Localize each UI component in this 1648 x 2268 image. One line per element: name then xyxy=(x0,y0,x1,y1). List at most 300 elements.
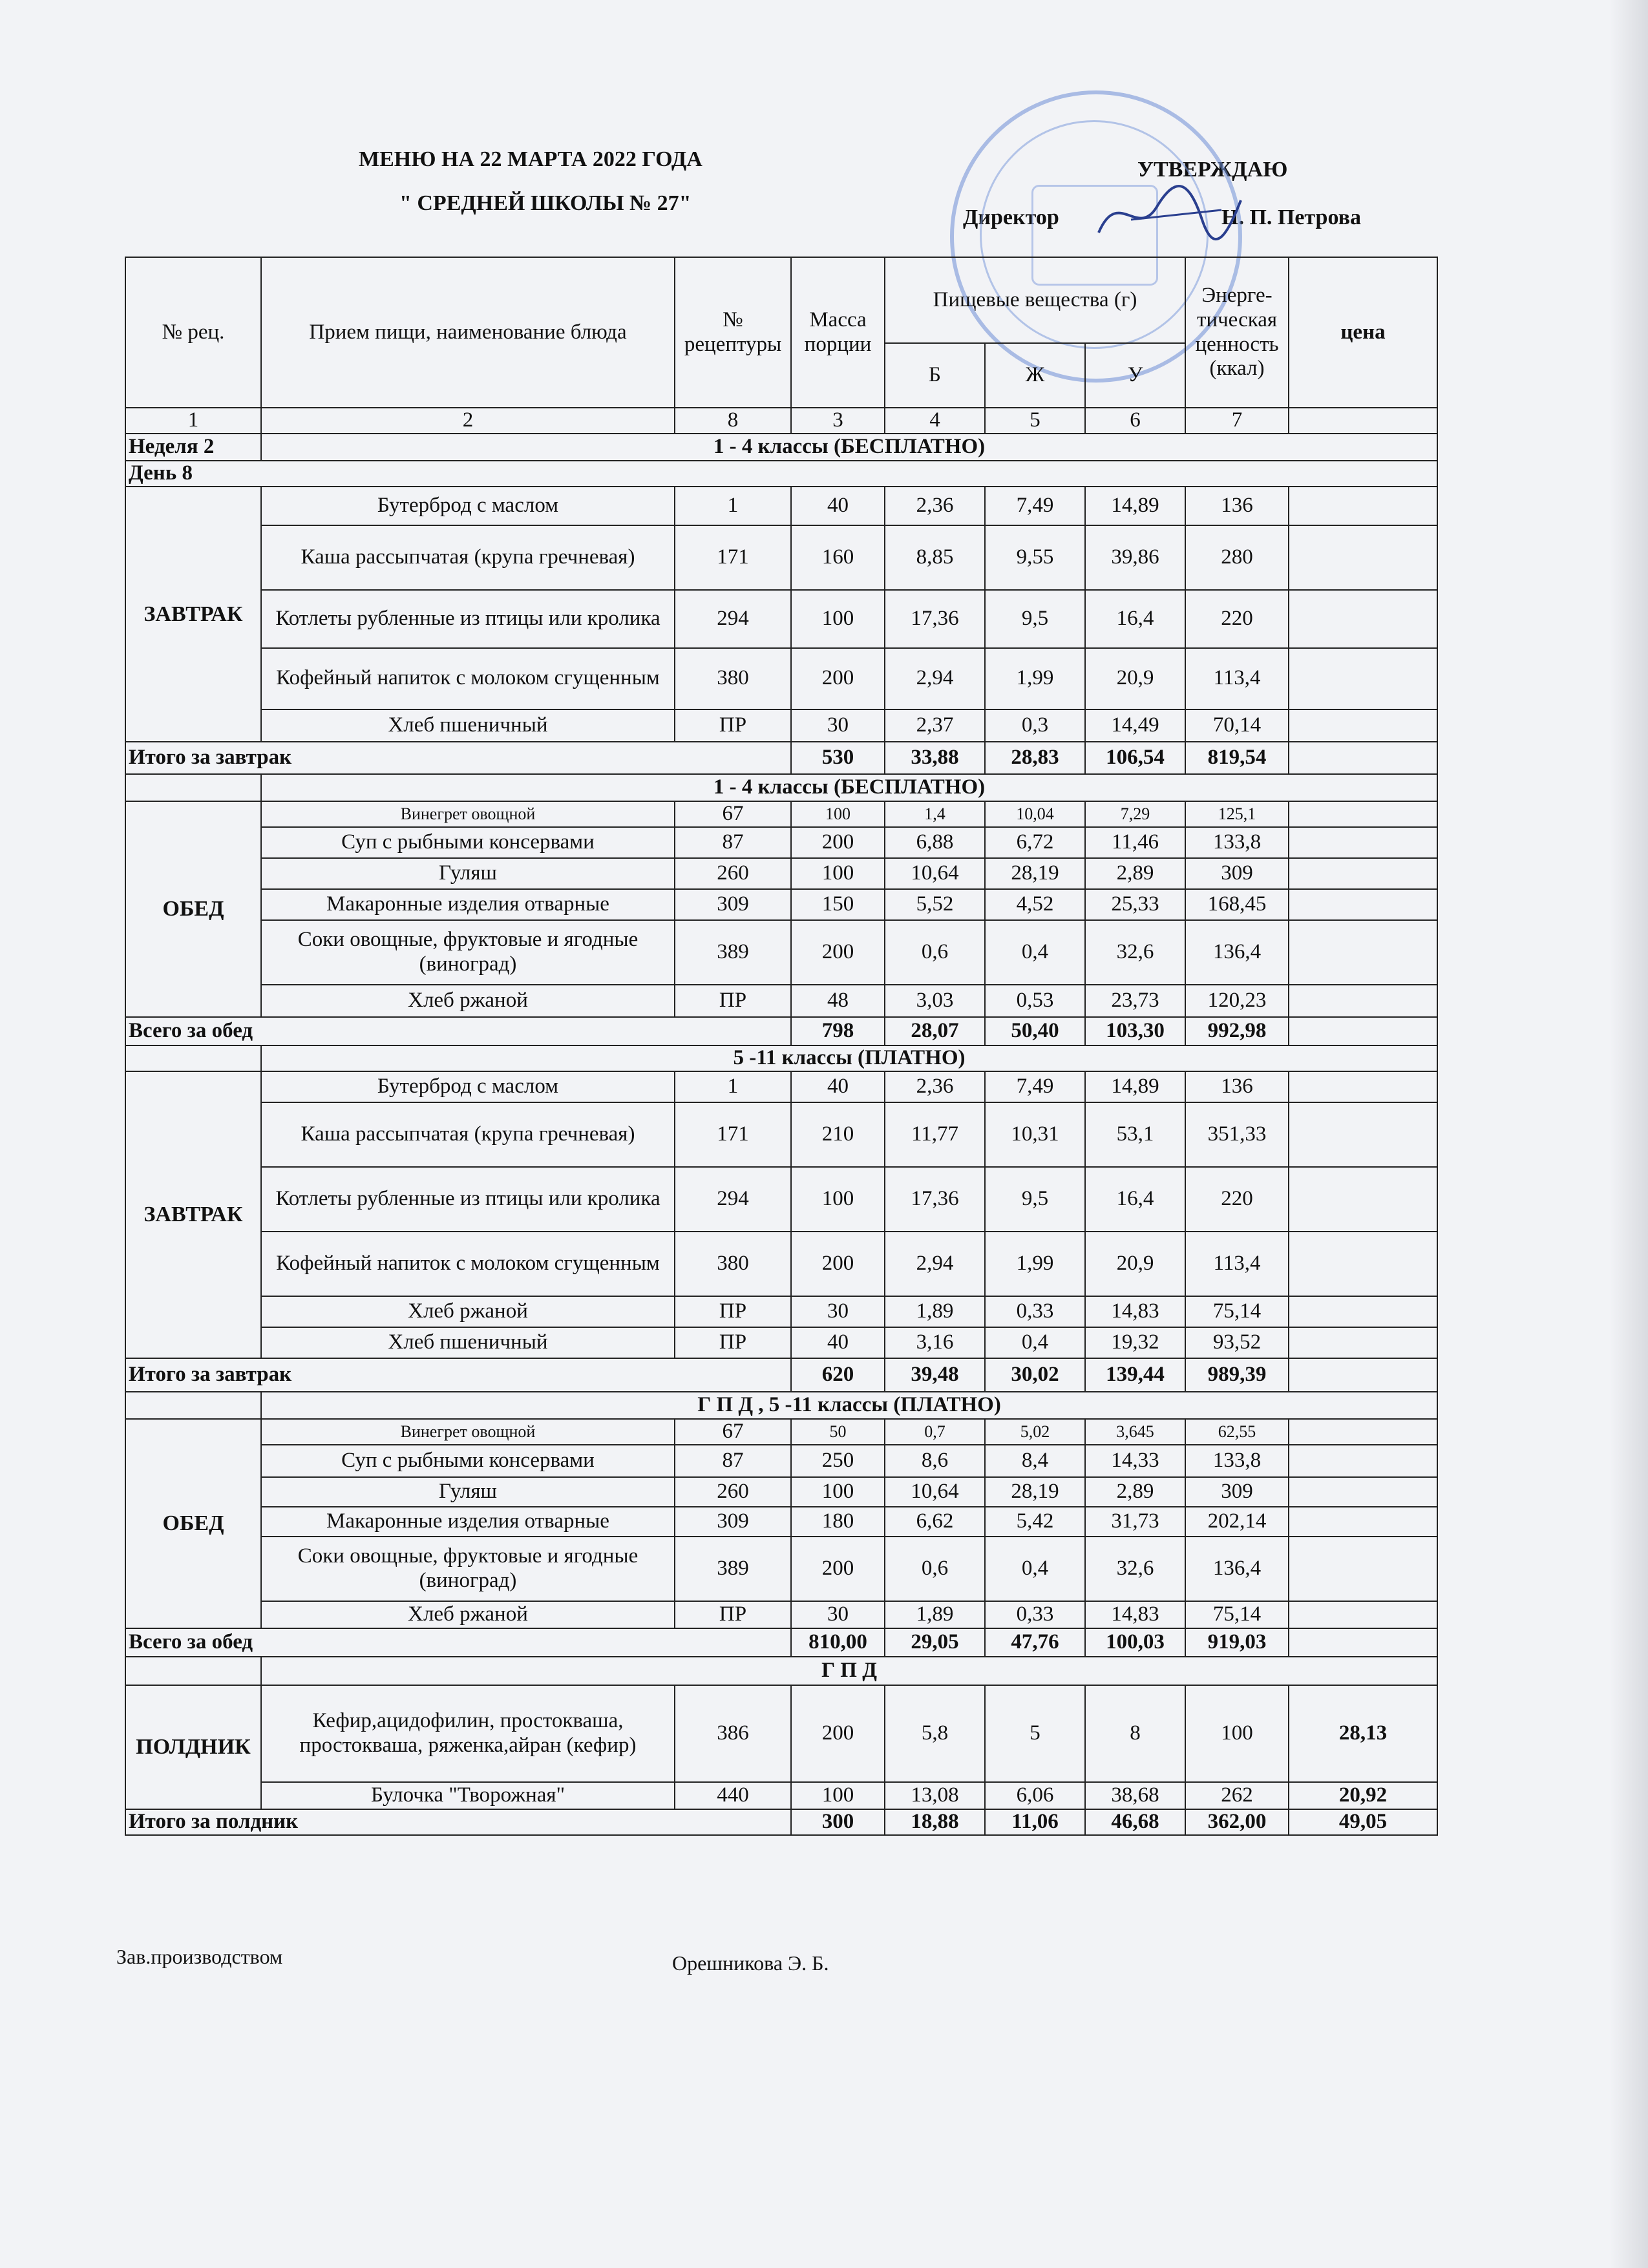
carbs: 16,4 xyxy=(1085,590,1185,648)
price xyxy=(1289,487,1437,525)
total-protein: 28,07 xyxy=(885,1017,985,1045)
fat: 4,52 xyxy=(985,889,1085,920)
protein: 2,36 xyxy=(885,487,985,525)
price xyxy=(1289,648,1437,709)
total-protein: 39,48 xyxy=(885,1358,985,1392)
dish-name: Хлеб ржаной xyxy=(261,985,675,1017)
total-fat: 11,06 xyxy=(985,1809,1085,1835)
mass: 200 xyxy=(791,648,885,709)
col-num: 7 xyxy=(1185,408,1289,434)
recipe-no: 1 xyxy=(675,487,791,525)
table-row xyxy=(125,1071,1437,1102)
dish-name: Гуляш xyxy=(261,858,675,889)
section-title: 5 -11 классы (ПЛАТНО) xyxy=(261,1045,1437,1071)
fat: 28,19 xyxy=(985,1477,1085,1507)
total-protein: 33,88 xyxy=(885,742,985,774)
total-row xyxy=(125,742,1437,774)
page-edge-shadow xyxy=(1609,0,1648,2268)
dish-name: Винегрет овощной xyxy=(261,801,675,827)
dish-name: Суп с рыбными консервами xyxy=(261,1445,675,1477)
dish-name: Хлеб пшеничный xyxy=(261,1327,675,1358)
fat: 0,4 xyxy=(985,1327,1085,1358)
section-title: Г П Д , 5 -11 классы (ПЛАТНО) xyxy=(261,1392,1437,1419)
total-price xyxy=(1289,1017,1437,1045)
carbs: 14,89 xyxy=(1085,1071,1185,1102)
fat: 28,19 xyxy=(985,858,1085,889)
mass: 40 xyxy=(791,487,885,525)
protein: 5,8 xyxy=(885,1685,985,1782)
dish-name: Кефир,ацидофилин, простокваша, простокваша, ряженка,айран (кефир) xyxy=(261,1685,675,1782)
section-title: Г П Д xyxy=(261,1657,1437,1685)
protein: 6,88 xyxy=(885,827,985,858)
spacer-cell xyxy=(125,1392,261,1419)
total-label: Итого за завтрак xyxy=(125,742,791,774)
recipe-no: 67 xyxy=(675,801,791,827)
dish-name: Хлеб ржаной xyxy=(261,1296,675,1327)
price xyxy=(1289,985,1437,1017)
header-price: цена xyxy=(1289,257,1437,408)
carbs: 53,1 xyxy=(1085,1102,1185,1167)
mass: 160 xyxy=(791,525,885,590)
carbs: 11,46 xyxy=(1085,827,1185,858)
fat: 5,42 xyxy=(985,1507,1085,1537)
mass: 200 xyxy=(791,920,885,985)
fat: 6,06 xyxy=(985,1782,1085,1809)
meal-label: ОБЕД xyxy=(125,801,261,1017)
total-fat: 28,83 xyxy=(985,742,1085,774)
fat: 5,02 xyxy=(985,1419,1085,1445)
week-label: Неделя 2 xyxy=(125,434,261,461)
approve-label: УТВЕРЖДАЮ xyxy=(1137,158,1288,182)
carbs: 31,73 xyxy=(1085,1507,1185,1537)
footer-role: Зав.производством xyxy=(116,1945,283,1968)
fat: 0,4 xyxy=(985,1537,1085,1601)
mass: 100 xyxy=(791,590,885,648)
col-num: 1 xyxy=(125,408,261,434)
recipe-no: 87 xyxy=(675,1445,791,1477)
kcal: 93,52 xyxy=(1185,1327,1289,1358)
carbs: 2,89 xyxy=(1085,1477,1185,1507)
table-row xyxy=(125,1601,1437,1628)
mass: 200 xyxy=(791,827,885,858)
kcal: 113,4 xyxy=(1185,648,1289,709)
col-num: 3 xyxy=(791,408,885,434)
section-title: 1 - 4 классы (БЕСПЛАТНО) xyxy=(261,434,1437,461)
dish-name: Гуляш xyxy=(261,1477,675,1507)
menu-table xyxy=(125,257,1438,1836)
recipe-no: 440 xyxy=(675,1782,791,1809)
table-row xyxy=(125,1685,1437,1782)
meal-label: ПОЛДНИК xyxy=(125,1685,261,1809)
fat: 0,33 xyxy=(985,1601,1085,1628)
dish-name: Каша рассыпчатая (крупа гречневая) xyxy=(261,525,675,590)
recipe-no: 386 xyxy=(675,1685,791,1782)
fat: 9,5 xyxy=(985,1167,1085,1232)
recipe-no: 171 xyxy=(675,525,791,590)
total-label: Всего за обед xyxy=(125,1017,791,1045)
spacer-cell xyxy=(125,774,261,801)
col-num: 4 xyxy=(885,408,985,434)
header-energy: Энерге-тическая ценность (ккал) xyxy=(1185,257,1289,408)
kcal: 100 xyxy=(1185,1685,1289,1782)
protein: 0,6 xyxy=(885,920,985,985)
table-row xyxy=(125,985,1437,1017)
kcal: 75,14 xyxy=(1185,1601,1289,1628)
table-row xyxy=(125,648,1437,709)
mass: 48 xyxy=(791,985,885,1017)
kcal: 351,33 xyxy=(1185,1102,1289,1167)
mass: 40 xyxy=(791,1327,885,1358)
dish-name: Соки овощные, фруктовые и ягодные (виноград) xyxy=(261,1537,675,1601)
header-dish: Прием пищи, наименование блюда xyxy=(261,257,675,408)
recipe-no: ПР xyxy=(675,1296,791,1327)
kcal: 133,8 xyxy=(1185,1445,1289,1477)
footer-name: Орешникова Э. Б. xyxy=(672,1951,829,1975)
carbs: 39,86 xyxy=(1085,525,1185,590)
carbs: 25,33 xyxy=(1085,889,1185,920)
protein: 17,36 xyxy=(885,1167,985,1232)
price xyxy=(1289,920,1437,985)
dish-name: Хлеб ржаной xyxy=(261,1601,675,1628)
price xyxy=(1289,1167,1437,1232)
carbs: 19,32 xyxy=(1085,1327,1185,1358)
fat: 7,49 xyxy=(985,487,1085,525)
fat: 5 xyxy=(985,1685,1085,1782)
protein: 10,64 xyxy=(885,1477,985,1507)
table-row xyxy=(125,590,1437,648)
mass: 40 xyxy=(791,1071,885,1102)
carbs: 32,6 xyxy=(1085,920,1185,985)
meal-label: ЗАВТРАК xyxy=(125,1071,261,1358)
mass: 50 xyxy=(791,1419,885,1445)
header-mass: Масса порции xyxy=(791,257,885,408)
kcal: 309 xyxy=(1185,858,1289,889)
fat: 1,99 xyxy=(985,648,1085,709)
recipe-no: 87 xyxy=(675,827,791,858)
carbs: 38,68 xyxy=(1085,1782,1185,1809)
fat: 0,4 xyxy=(985,920,1085,985)
table-row xyxy=(125,827,1437,858)
total-kcal: 989,39 xyxy=(1185,1358,1289,1392)
carbs: 14,49 xyxy=(1085,709,1185,742)
table-row xyxy=(125,487,1437,525)
recipe-no: 67 xyxy=(675,1419,791,1445)
price: 28,13 xyxy=(1289,1685,1437,1782)
table-row xyxy=(125,889,1437,920)
table-row xyxy=(125,1477,1437,1507)
dish-name: Котлеты рубленные из птицы или кролика xyxy=(261,590,675,648)
total-row xyxy=(125,1017,1437,1045)
total-carbs: 46,68 xyxy=(1085,1809,1185,1835)
total-mass: 798 xyxy=(791,1017,885,1045)
kcal: 113,4 xyxy=(1185,1232,1289,1296)
total-price xyxy=(1289,742,1437,774)
total-kcal: 362,00 xyxy=(1185,1809,1289,1835)
price xyxy=(1289,801,1437,827)
protein: 0,7 xyxy=(885,1419,985,1445)
protein: 1,89 xyxy=(885,1601,985,1628)
protein: 2,94 xyxy=(885,1232,985,1296)
kcal: 309 xyxy=(1185,1477,1289,1507)
recipe-no: 309 xyxy=(675,1507,791,1537)
table-row xyxy=(125,1537,1437,1601)
total-price xyxy=(1289,1628,1437,1657)
mass: 200 xyxy=(791,1685,885,1782)
dish-name: Кофейный напиток с молоком сгущенным xyxy=(261,1232,675,1296)
table-row xyxy=(125,1232,1437,1296)
price xyxy=(1289,709,1437,742)
table-row xyxy=(125,1419,1437,1445)
fat: 10,31 xyxy=(985,1102,1085,1167)
section-row xyxy=(125,1045,1437,1071)
carbs: 16,4 xyxy=(1085,1167,1185,1232)
price xyxy=(1289,1419,1437,1445)
protein: 2,94 xyxy=(885,648,985,709)
carbs: 23,73 xyxy=(1085,985,1185,1017)
meal-label: ОБЕД xyxy=(125,1419,261,1628)
kcal: 280 xyxy=(1185,525,1289,590)
fat: 1,99 xyxy=(985,1232,1085,1296)
total-price xyxy=(1289,1358,1437,1392)
fat: 0,33 xyxy=(985,1296,1085,1327)
protein: 8,6 xyxy=(885,1445,985,1477)
recipe-no: 260 xyxy=(675,1477,791,1507)
carbs: 2,89 xyxy=(1085,858,1185,889)
kcal: 120,23 xyxy=(1185,985,1289,1017)
price xyxy=(1289,1071,1437,1102)
recipe-no: 389 xyxy=(675,920,791,985)
mass: 150 xyxy=(791,889,885,920)
col-num: 6 xyxy=(1085,408,1185,434)
protein: 5,52 xyxy=(885,889,985,920)
week-row xyxy=(125,434,1437,461)
recipe-no: 294 xyxy=(675,1167,791,1232)
price xyxy=(1289,858,1437,889)
dish-name: Кофейный напиток с молоком сгущенным xyxy=(261,648,675,709)
carbs: 14,89 xyxy=(1085,487,1185,525)
day-label: День 8 xyxy=(125,461,1437,487)
mass: 30 xyxy=(791,1296,885,1327)
header-b: Б xyxy=(885,343,985,408)
col-num xyxy=(1289,408,1437,434)
mass: 100 xyxy=(791,1167,885,1232)
kcal: 70,14 xyxy=(1185,709,1289,742)
total-label: Всего за обед xyxy=(125,1628,791,1657)
protein: 0,6 xyxy=(885,1537,985,1601)
table-row xyxy=(125,1782,1437,1809)
kcal: 202,14 xyxy=(1185,1507,1289,1537)
total-fat: 47,76 xyxy=(985,1628,1085,1657)
fat: 8,4 xyxy=(985,1445,1085,1477)
director-label: Директор xyxy=(963,205,1059,229)
kcal: 262 xyxy=(1185,1782,1289,1809)
col-num: 2 xyxy=(261,408,675,434)
dish-name: Котлеты рубленные из птицы или кролика xyxy=(261,1167,675,1232)
total-protein: 18,88 xyxy=(885,1809,985,1835)
price xyxy=(1289,1102,1437,1167)
mass: 100 xyxy=(791,801,885,827)
total-fat: 50,40 xyxy=(985,1017,1085,1045)
price xyxy=(1289,1296,1437,1327)
table-row xyxy=(125,1102,1437,1167)
fat: 0,53 xyxy=(985,985,1085,1017)
carbs: 20,9 xyxy=(1085,1232,1185,1296)
section-title: 1 - 4 классы (БЕСПЛАТНО) xyxy=(261,774,1437,801)
recipe-no: 294 xyxy=(675,590,791,648)
total-carbs: 100,03 xyxy=(1085,1628,1185,1657)
table-row xyxy=(125,1445,1437,1477)
carbs: 32,6 xyxy=(1085,1537,1185,1601)
spacer-cell xyxy=(125,1657,261,1685)
total-price: 49,05 xyxy=(1289,1809,1437,1835)
recipe-no: 309 xyxy=(675,889,791,920)
column-numbers-row xyxy=(125,408,1437,434)
total-row xyxy=(125,1628,1437,1657)
total-mass: 620 xyxy=(791,1358,885,1392)
header-rec-no: № рец. xyxy=(125,257,261,408)
dish-name: Булочка "Творожная" xyxy=(261,1782,675,1809)
dish-name: Бутерброд с маслом xyxy=(261,1071,675,1102)
header-nutrients: Пищевые вещества (г) xyxy=(885,257,1185,343)
price xyxy=(1289,1232,1437,1296)
total-mass: 530 xyxy=(791,742,885,774)
carbs: 7,29 xyxy=(1085,801,1185,827)
kcal: 168,45 xyxy=(1185,889,1289,920)
recipe-no: 380 xyxy=(675,648,791,709)
recipe-no: 1 xyxy=(675,1071,791,1102)
table-header-row xyxy=(125,257,1437,343)
kcal: 136 xyxy=(1185,1071,1289,1102)
carbs: 14,33 xyxy=(1085,1445,1185,1477)
price xyxy=(1289,1507,1437,1537)
spacer-cell xyxy=(125,1045,261,1071)
dish-name: Винегрет овощной xyxy=(261,1419,675,1445)
recipe-no: ПР xyxy=(675,1601,791,1628)
header-recipe-no: № рецептуры xyxy=(675,257,791,408)
section-row xyxy=(125,1657,1437,1685)
table-row xyxy=(125,1296,1437,1327)
carbs: 3,645 xyxy=(1085,1419,1185,1445)
dish-name: Макаронные изделия отварные xyxy=(261,889,675,920)
price xyxy=(1289,1327,1437,1358)
total-carbs: 103,30 xyxy=(1085,1017,1185,1045)
mass: 200 xyxy=(791,1232,885,1296)
table-row xyxy=(125,801,1437,827)
table-row xyxy=(125,709,1437,742)
price xyxy=(1289,1537,1437,1601)
director-signature xyxy=(1092,174,1247,252)
price: 20,92 xyxy=(1289,1782,1437,1809)
fat: 9,55 xyxy=(985,525,1085,590)
recipe-no: 389 xyxy=(675,1537,791,1601)
total-mass: 300 xyxy=(791,1809,885,1835)
protein: 3,03 xyxy=(885,985,985,1017)
total-kcal: 819,54 xyxy=(1185,742,1289,774)
mass: 30 xyxy=(791,1601,885,1628)
table-row xyxy=(125,920,1437,985)
mass: 250 xyxy=(791,1445,885,1477)
mass: 180 xyxy=(791,1507,885,1537)
protein: 11,77 xyxy=(885,1102,985,1167)
menu-title: МЕНЮ НА 22 МАРТА 2022 ГОДА xyxy=(359,147,703,171)
section-row xyxy=(125,774,1437,801)
total-carbs: 106,54 xyxy=(1085,742,1185,774)
recipe-no: ПР xyxy=(675,985,791,1017)
total-protein: 29,05 xyxy=(885,1628,985,1657)
meal-label: ЗАВТРАК xyxy=(125,487,261,742)
protein: 6,62 xyxy=(885,1507,985,1537)
total-label: Итого за полдник xyxy=(125,1809,791,1835)
recipe-no: ПР xyxy=(675,1327,791,1358)
dish-name: Хлеб пшеничный xyxy=(261,709,675,742)
kcal: 220 xyxy=(1185,590,1289,648)
dish-name: Соки овощные, фруктовые и ягодные (виноград) xyxy=(261,920,675,985)
day-row xyxy=(125,461,1437,487)
protein: 3,16 xyxy=(885,1327,985,1358)
kcal: 136,4 xyxy=(1185,920,1289,985)
mass: 30 xyxy=(791,709,885,742)
table-row xyxy=(125,525,1437,590)
total-kcal: 992,98 xyxy=(1185,1017,1289,1045)
protein: 8,85 xyxy=(885,525,985,590)
kcal: 133,8 xyxy=(1185,827,1289,858)
total-label: Итого за завтрак xyxy=(125,1358,791,1392)
director-name: Н. П. Петрова xyxy=(1221,205,1361,229)
kcal: 136,4 xyxy=(1185,1537,1289,1601)
header-zh: Ж xyxy=(985,343,1085,408)
mass: 100 xyxy=(791,858,885,889)
recipe-no: 260 xyxy=(675,858,791,889)
kcal: 220 xyxy=(1185,1167,1289,1232)
mass: 100 xyxy=(791,1782,885,1809)
price xyxy=(1289,1477,1437,1507)
total-kcal: 919,03 xyxy=(1185,1628,1289,1657)
carbs: 14,83 xyxy=(1085,1601,1185,1628)
dish-name: Суп с рыбными консервами xyxy=(261,827,675,858)
dish-name: Каша рассыпчатая (крупа гречневая) xyxy=(261,1102,675,1167)
price xyxy=(1289,827,1437,858)
fat: 6,72 xyxy=(985,827,1085,858)
mass: 210 xyxy=(791,1102,885,1167)
total-row xyxy=(125,1809,1437,1835)
carbs: 14,83 xyxy=(1085,1296,1185,1327)
dish-name: Бутерброд с маслом xyxy=(261,487,675,525)
table-row xyxy=(125,858,1437,889)
recipe-no: ПР xyxy=(675,709,791,742)
table-row xyxy=(125,1327,1437,1358)
total-fat: 30,02 xyxy=(985,1358,1085,1392)
price xyxy=(1289,525,1437,590)
total-mass: 810,00 xyxy=(791,1628,885,1657)
price xyxy=(1289,1601,1437,1628)
fat: 9,5 xyxy=(985,590,1085,648)
kcal: 125,1 xyxy=(1185,801,1289,827)
fat: 7,49 xyxy=(985,1071,1085,1102)
kcal: 75,14 xyxy=(1185,1296,1289,1327)
table-row xyxy=(125,1507,1437,1537)
price xyxy=(1289,590,1437,648)
school-name: " СРЕДНЕЙ ШКОЛЫ № 27" xyxy=(399,191,692,215)
mass: 200 xyxy=(791,1537,885,1601)
col-num: 8 xyxy=(675,408,791,434)
kcal: 62,55 xyxy=(1185,1419,1289,1445)
col-num: 5 xyxy=(985,408,1085,434)
protein: 2,37 xyxy=(885,709,985,742)
mass: 100 xyxy=(791,1477,885,1507)
fat: 10,04 xyxy=(985,801,1085,827)
total-carbs: 139,44 xyxy=(1085,1358,1185,1392)
carbs: 20,9 xyxy=(1085,648,1185,709)
